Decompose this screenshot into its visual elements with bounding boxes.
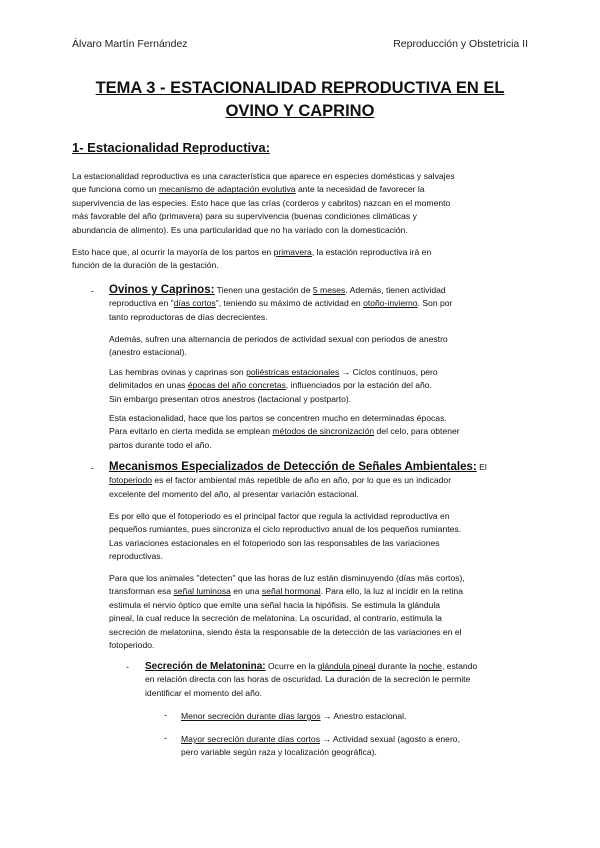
bullet-title: Mecanismos Especializados de Detección de Señales Ambientales:	[109, 461, 477, 473]
text: , estando	[441, 661, 478, 671]
text-line: Sin embargo presentan otros anestros (lactacional y postparto).	[109, 393, 352, 404]
text: → Actividad sexual (agosto a enero,	[320, 734, 460, 744]
underlined-text: Mayor secreción durante días cortos	[181, 734, 320, 744]
text-line	[109, 474, 487, 487]
text: → Ciclos contínuos, pero	[339, 367, 438, 377]
text-line	[109, 297, 452, 310]
text-line	[72, 183, 455, 196]
text: Las hembras ovinas y caprinas son	[109, 367, 247, 377]
text-line: La estacionalidad reproductiva es una característica que aparece en especies domésticas y salvajes	[72, 171, 455, 181]
text-line: (anestro estacional).	[109, 347, 187, 358]
text-line	[109, 585, 465, 598]
text-line: abundancia de alimento). Es una particularidad que no ha variado con la domesticación.	[72, 224, 408, 235]
underlined-text: señal luminosa	[173, 586, 231, 597]
underlined-text: épocas del año concretas	[187, 380, 286, 391]
bullet-mecanismos	[109, 461, 487, 501]
underlined-text: días cortos	[173, 298, 216, 309]
text-line: función de la duración de la gestación.	[72, 260, 219, 271]
text-line: partos durante todo el año.	[109, 439, 212, 450]
underlined-text: glándula pineal	[317, 661, 376, 671]
underlined-text: 5 meses	[312, 285, 346, 295]
page-header	[72, 38, 528, 50]
text: Tienen una gestación de	[214, 285, 313, 295]
document-title	[72, 77, 528, 123]
intro-paragraph	[72, 170, 455, 237]
bullet-dash: -	[164, 733, 167, 743]
bullet-dash: -	[126, 662, 129, 672]
text-line: más favorable del año (primavera) para su supervivencia (buenas condiciones climáticas y	[72, 211, 417, 222]
underlined-text: mecanismo de adaptación evolutiva	[158, 184, 296, 195]
underlined-text: señal hormonal	[261, 586, 321, 597]
text-line	[109, 366, 438, 379]
text: . Para ello, la luz al incidir en la retina	[320, 586, 463, 597]
text: → Anestro estacional.	[320, 711, 407, 721]
text-line: Para que los animales "detecten" que las horas de luz están disminuyendo (días más cortos),	[109, 573, 465, 583]
underlined-text: métodos de sincronización	[272, 426, 375, 437]
text-line: tanto reproductoras de días decrecientes.	[109, 311, 268, 322]
text: transforman esa	[109, 586, 174, 597]
underlined-text: Menor secreción durante días largos	[181, 711, 321, 721]
bullet1-paragraph-2	[109, 333, 448, 360]
text: es el factor ambiental más repetible de año en año, por lo que es un indicador	[152, 475, 452, 486]
text: del celo, para obtener	[374, 426, 460, 437]
title-line-1: TEMA 3 - ESTACIONALIDAD REPRODUCTIVA EN EL	[95, 79, 505, 97]
bullet-mayor-secrecion	[181, 733, 460, 760]
paragraph-2	[72, 246, 431, 273]
text-line: pero variable según raza y localización geográfica).	[181, 747, 377, 758]
text-line: en relación directa con las horas de oscuridad. La duración de la secreción le permite	[145, 674, 471, 685]
text: delimitados en unas	[109, 380, 188, 391]
underlined-text: otoño-invierno	[363, 298, 418, 309]
bullet-ovinos-caprinos	[109, 284, 452, 324]
text-line: secreción de melatonina, siendo ésta la responsable de la detección de las variaciones en el	[109, 626, 462, 637]
text: durante la	[375, 661, 419, 671]
text: . Son por	[417, 298, 453, 309]
text-line	[181, 710, 406, 723]
text: que funciona como un	[72, 184, 159, 195]
text: Esto hace que, al ocurrir la mayoría de los partos en	[72, 247, 274, 257]
text-line: pequeños rumiantes, pues sincroniza el ciclo reproductivo anual de los pequeños rumiantes.	[109, 524, 462, 535]
text-line: pineal, la cual reduce la secreción de melatonina. La oscuridad, al contrario, estimula la	[109, 613, 442, 624]
text-line	[109, 425, 460, 438]
header-course: Reproducción y Obstetricia II	[393, 38, 528, 50]
bullet-menor-secrecion	[181, 710, 406, 723]
bullet-title: Secreción de Melatonina:	[145, 661, 266, 672]
text-line: identificar el momento del año.	[145, 687, 263, 698]
underlined-text: poliéstricas estacionales	[246, 367, 340, 377]
header-author: Álvaro Martín Fernández	[72, 38, 188, 50]
text: en una	[230, 586, 262, 597]
text: ante la necesidad de favorecer la	[295, 184, 425, 195]
text-line: reproductivas.	[109, 551, 163, 562]
text: ", teniendo su máximo de actividad en	[215, 298, 364, 309]
text: . Además, tienen actividad	[345, 285, 446, 295]
bullet-dash: -	[91, 286, 94, 296]
bullet2-paragraph-3	[109, 572, 465, 652]
bullet-dash: -	[91, 463, 94, 473]
text-line	[109, 284, 452, 297]
text: , influenciados por la estación del año.	[285, 380, 432, 391]
text-line: excelente del momento del año, al presentar variación estacional.	[109, 488, 359, 499]
text-line: Además, sufren una alternancia de periodos de actividad sexual con periodos de anestro	[109, 334, 448, 344]
title-line-2: OVINO Y CAPRINO	[225, 102, 375, 120]
text: Ocurre en la	[265, 661, 318, 671]
bullet1-paragraph-3	[109, 366, 438, 406]
section-heading: 1- Estacionalidad Reproductiva:	[72, 140, 270, 155]
bullet-dash: -	[164, 710, 167, 720]
text: , la estación reproductiva irá en	[311, 247, 432, 257]
underlined-text: noche	[418, 661, 442, 671]
text-line	[109, 379, 438, 392]
text-line: estimula el nervio óptico que emite una señal hacia la hipófisis. Se estimula la glándula	[109, 599, 441, 610]
text-line	[72, 246, 431, 259]
bullet1-paragraph-4	[109, 412, 460, 452]
underlined-text: primavera	[273, 247, 312, 257]
bullet-title: Ovinos y Caprinos:	[109, 284, 215, 296]
underlined-text: fotoperiodo	[109, 475, 153, 486]
text: reproductiva en "	[109, 298, 174, 309]
text-line: Esta estacionalidad, hace que los partos se concentren mucho en determinadas épocas.	[109, 413, 447, 423]
text-line: fotoperiodo.	[109, 640, 155, 651]
text-line	[181, 733, 460, 746]
bullet2-paragraph-2	[109, 510, 461, 564]
text: Para evitarlo en cierta medida se emplean	[109, 426, 273, 437]
text-line	[145, 660, 477, 673]
text-line: supervivencia de las especies. Esto hace que las crías (corderos y cabritos) nazcan en el momento	[72, 197, 451, 208]
text-line: Las variaciones estacionales en el fotoperiodo son las responsables de las variaciones	[109, 537, 440, 548]
text-line	[109, 461, 487, 474]
text-line: Es por ello que el fotoperiodo es el principal factor que regula la actividad reproductiva en	[109, 511, 450, 521]
text: El	[476, 462, 487, 472]
bullet-secrecion-melatonina	[145, 660, 477, 700]
